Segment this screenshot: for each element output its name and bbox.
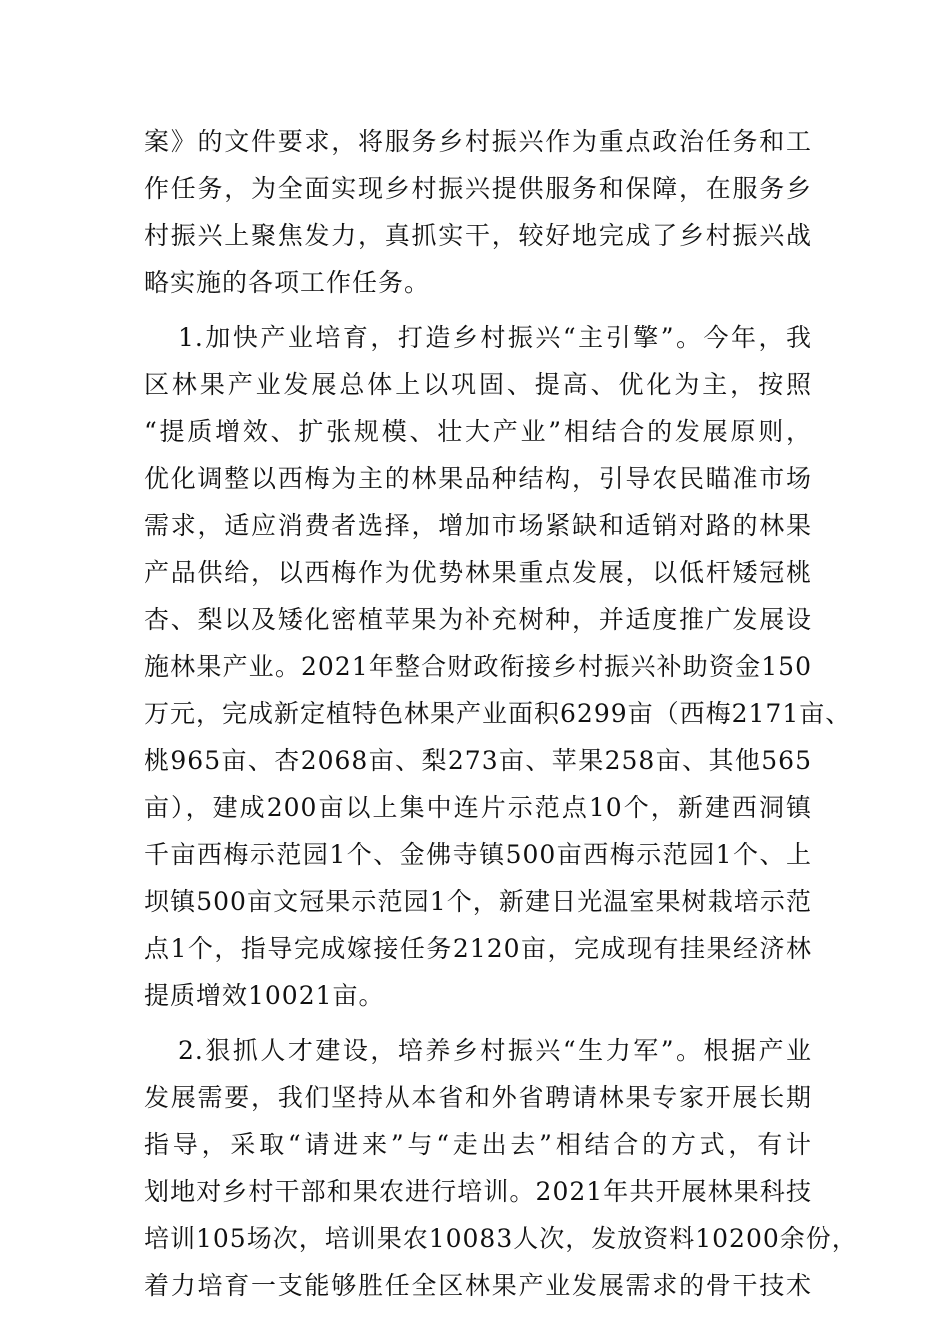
text-line: 桃965亩、杏2068亩、梨273亩、苹果258亩、其他565	[144, 746, 812, 775]
text-line: 坝镇500亩文冠果示范园1个，新建日光温室果树栽培示范	[144, 887, 812, 916]
text-line: 产品供给，以西梅作为优势林果重点发展，以低杆矮冠桃	[144, 558, 812, 587]
paragraph-talent-building	[144, 1027, 858, 1309]
paragraph-continuation	[144, 118, 812, 306]
text-line: 需求，适应消费者选择，增加市场紧缺和适销对路的林果	[144, 511, 812, 540]
text-line: 着力培育一支能够胜任全区林果产业发展需求的骨干技术	[144, 1271, 812, 1300]
text-line: 提质增效10021亩。	[144, 981, 385, 1010]
text-line: 亩），建成200亩以上集中连片示范点10个，新建西洞镇	[144, 793, 812, 822]
text-line: 培训105场次，培训果农10083人次，发放资料10200余份，	[144, 1224, 858, 1253]
text-line: 优化调整以西梅为主的林果品种结构，引导农民瞄准市场	[144, 464, 812, 493]
text-line: 案》的文件要求，将服务乡村振兴作为重点政治任务和工	[144, 127, 812, 156]
text-line: 千亩西梅示范园1个、金佛寺镇500亩西梅示范园1个、上	[144, 840, 812, 869]
text-line: 略实施的各项工作任务。	[144, 268, 431, 297]
text-line: “提质增效、扩张规模、壮大产业”相结合的发展原则，	[144, 417, 812, 446]
text-line: 作任务，为全面实现乡村振兴提供服务和保障，在服务乡	[144, 174, 812, 203]
text-line: 点1个，指导完成嫁接任务2120亩，完成现有挂果经济林	[144, 934, 812, 963]
text-line: 万元，完成新定植特色林果产业面积6299亩（西梅2171亩、	[144, 699, 852, 728]
text-line: 1.加快产业培育，打造乡村振兴“主引擎”。今年，我	[178, 323, 812, 352]
text-line: 区林果产业发展总体上以巩固、提高、优化为主，按照	[144, 370, 812, 399]
text-line: 施林果产业。2021年整合财政衔接乡村振兴补助资金150	[144, 652, 812, 681]
text-line: 发展需要，我们坚持从本省和外省聘请林果专家开展长期	[144, 1083, 812, 1112]
document-body	[144, 118, 858, 1309]
text-line: 划地对乡村干部和果农进行培训。2021年共开展林果科技	[144, 1177, 812, 1206]
paragraph-industry-cultivation	[144, 314, 852, 1019]
text-line: 指导，采取“请进来”与“走出去”相结合的方式，有计	[144, 1130, 812, 1159]
text-line: 杏、梨以及矮化密植苹果为补充树种，并适度推广发展设	[144, 605, 812, 634]
text-line: 村振兴上聚焦发力，真抓实干，较好地完成了乡村振兴战	[144, 221, 812, 250]
text-line: 2.狠抓人才建设，培养乡村振兴“生力军”。根据产业	[178, 1036, 812, 1065]
